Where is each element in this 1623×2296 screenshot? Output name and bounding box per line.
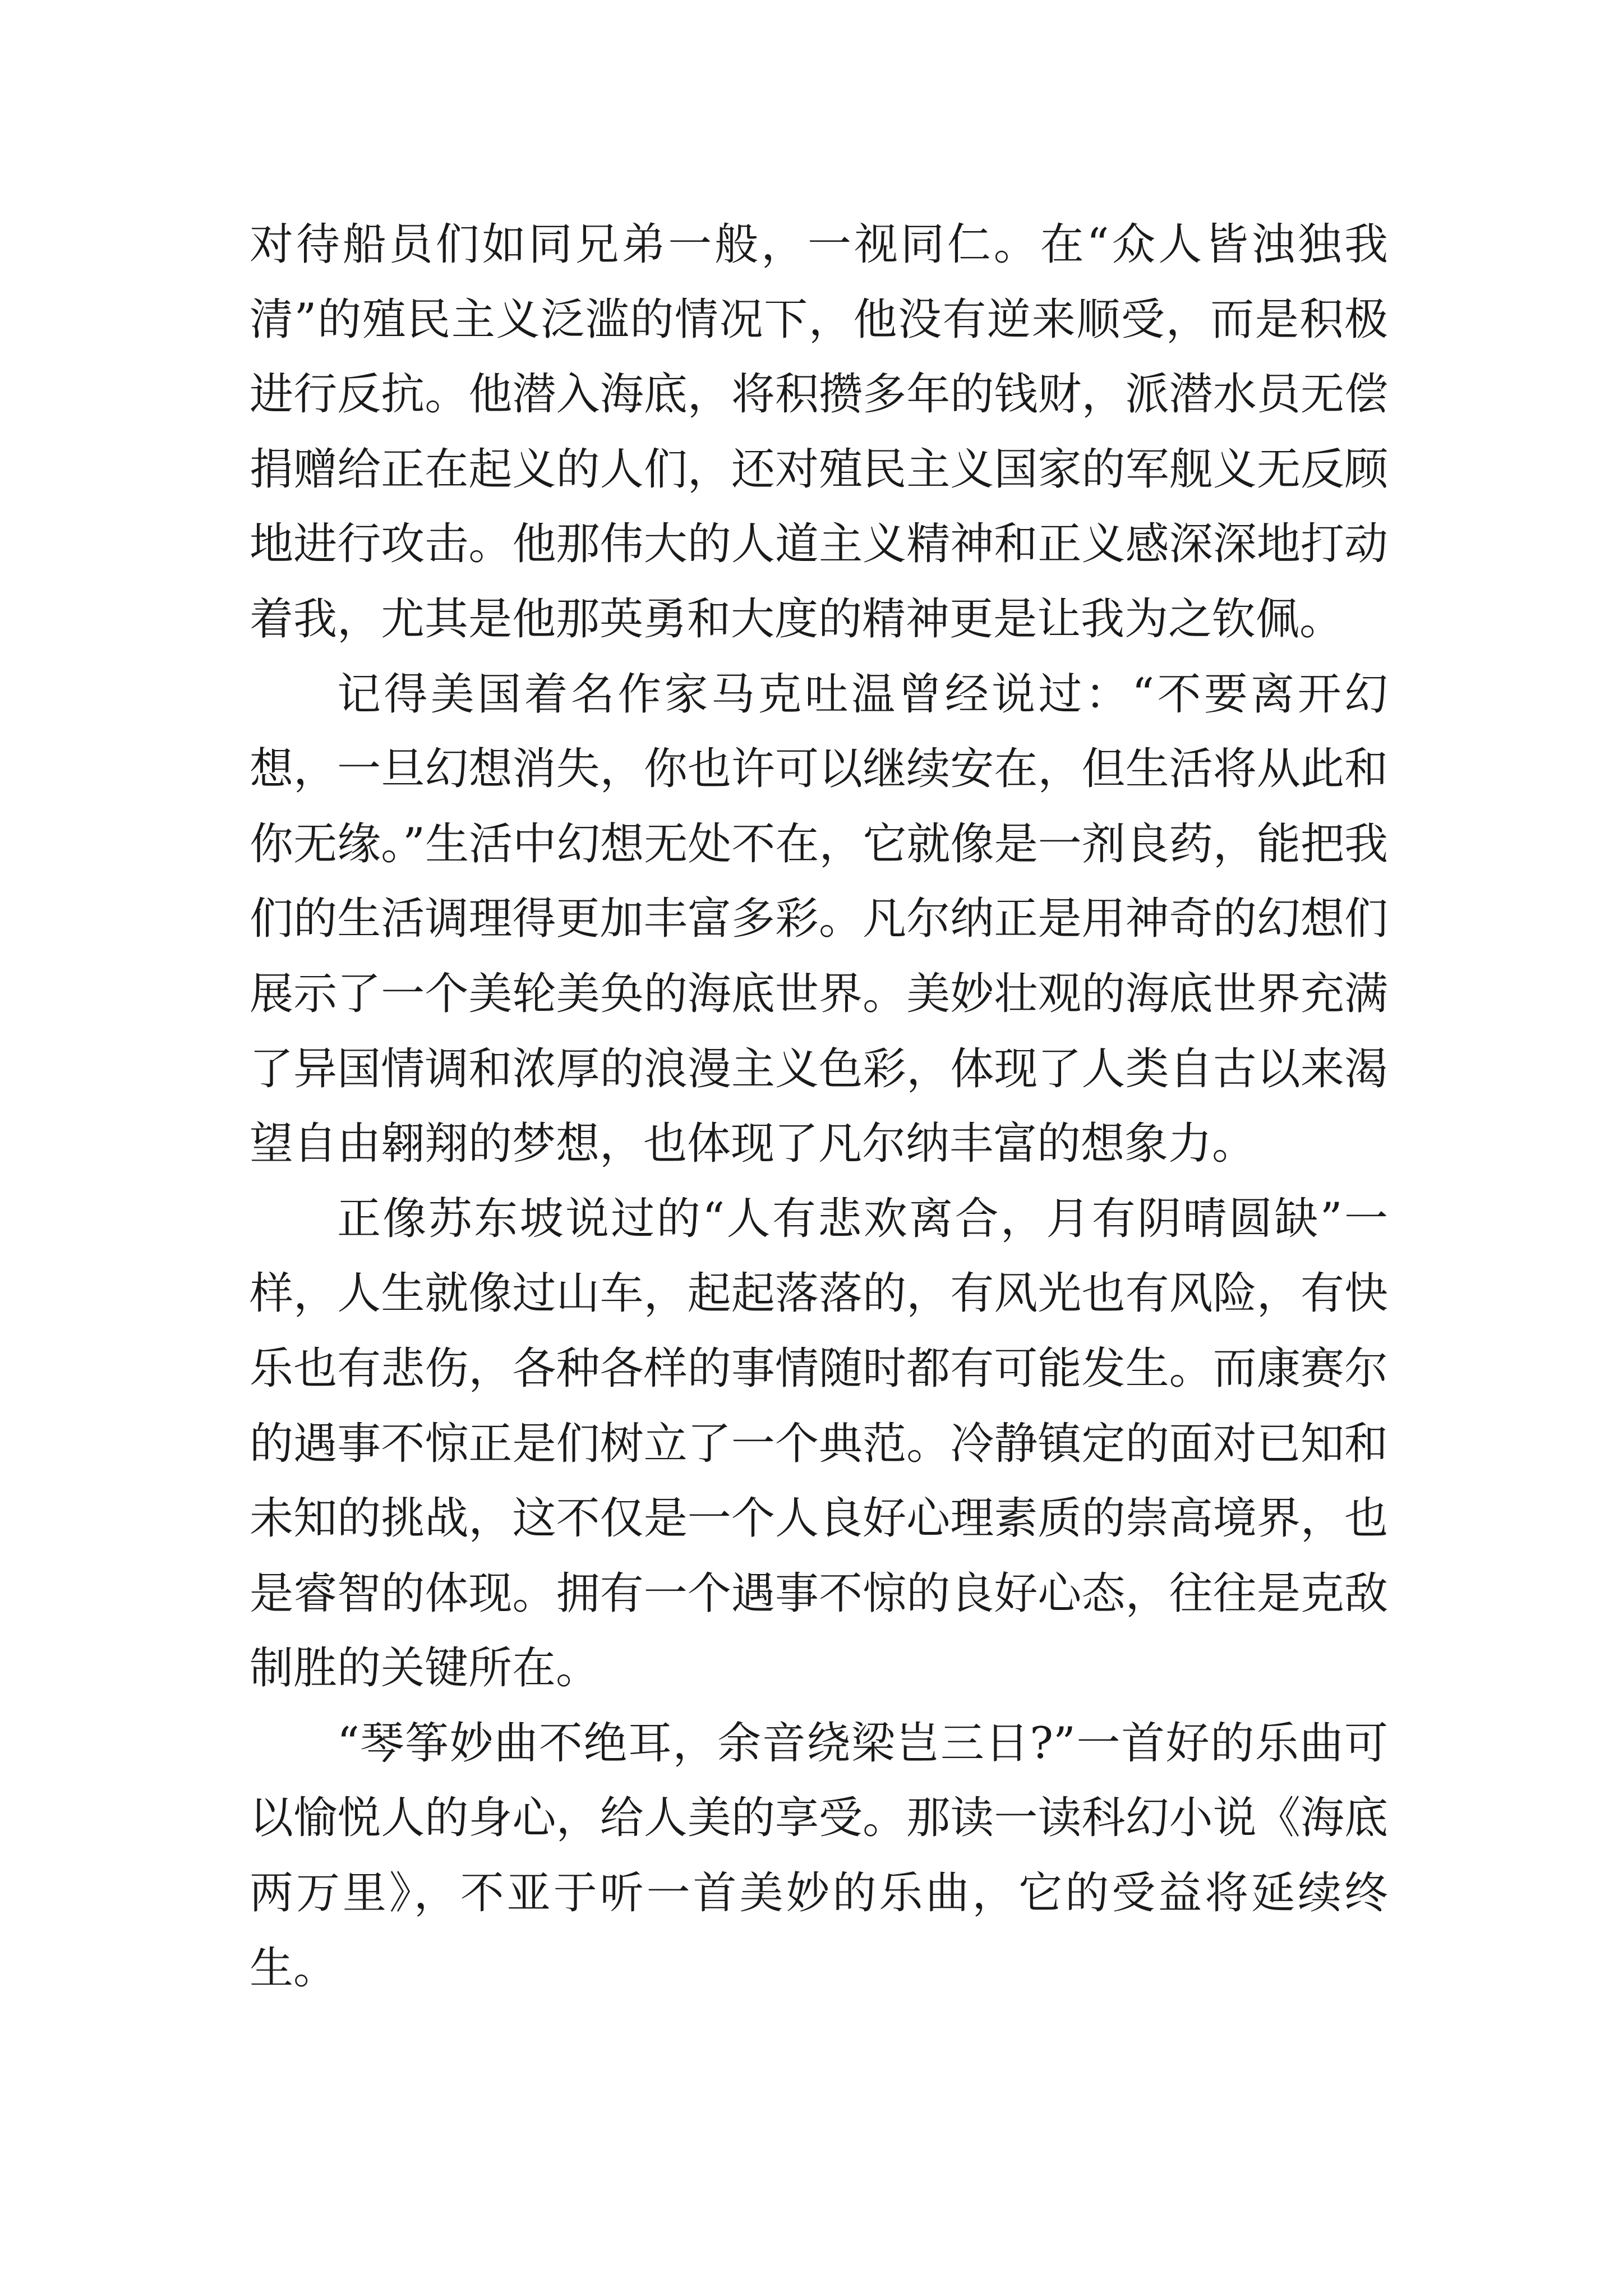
paragraph-3: 正像苏东坡说过的“人有悲欢离合，月有阴晴圆缺”一样，人生就像过山车，起起落落的，有风光也有风险，有快乐也有悲伤，各种各样的事情随时都有可能发生。而康赛尔的遇事不惊正是们树立了一个典范。冷静镇定的面对已知和未知的挑战，这不仅是一个人良好心理素质的崇高境界，也是睿智的体现。拥有一个遇事不惊的良好心态，往往是克敌制胜的关键所在。 (250, 1193, 1388, 1694)
body-text (250, 208, 1388, 2006)
paragraph-1: 对待船员们如同兄弟一般，一视同仁。在“众人皆浊独我清”的殖民主义泛滥的情况下，他没有逆来顺受，而是积极进行反抗。他潜入海底，将积攒多年的钱财，派潜水员无偿捐赠给正在起义的人们，还对殖民主义国家的军舰义无反顾地进行攻击。他那伟大的人道主义精神和正义感深深地打动着我，尤其是他那英勇和大度的精神更是让我为之钦佩。 (250, 219, 1388, 645)
paragraph-4: “琴筝妙曲不绝耳，余音绕梁岂三日?”一首好的乐曲可以愉悦人的身心，给人美的享受。那读一读科幻小说《海底两万里》，不亚于听一首美妙的乐曲，它的受益将延续终生。 (250, 1718, 1388, 1994)
paragraph-2: 记得美国着名作家马克吐温曾经说过：“不要离开幻想，一旦幻想消失，你也许可以继续安在，但生活将从此和你无缘。”生活中幻想无处不在，它就像是一剂良药，能把我们的生活调理得更加丰富多彩。凡尔纳正是用神奇的幻想们展示了一个美轮美奂的海底世界。美妙壮观的海底世界充满了异国情调和浓厚的浪漫主义色彩，体现了人类自古以来渴望自由翱翔的梦想，也体现了凡尔纳丰富的想象力。 (250, 669, 1388, 1170)
